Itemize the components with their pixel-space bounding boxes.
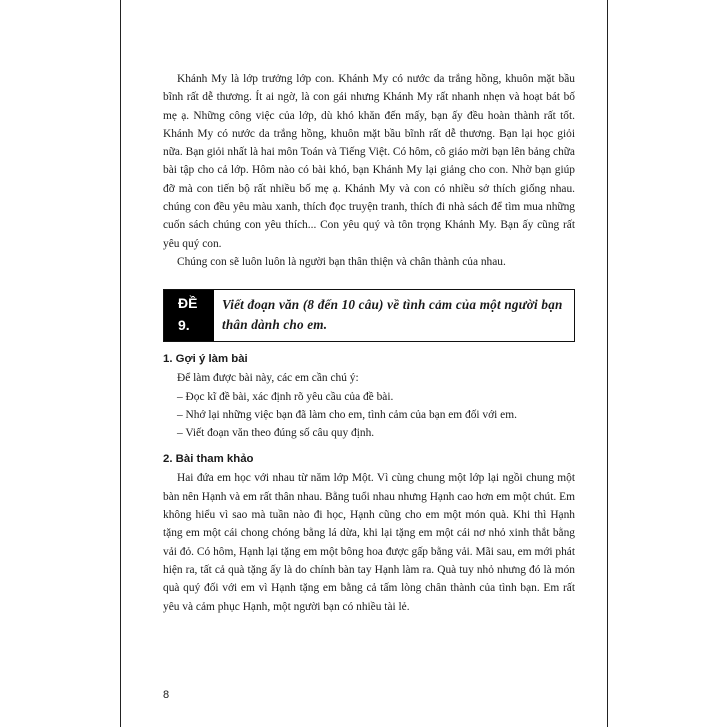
book-page	[120, 0, 608, 727]
exercise-box	[163, 289, 575, 342]
section1-bullet: – Viết đoạn văn theo đúng số câu quy định.	[177, 427, 375, 440]
closing-sentence: Chúng con sẽ luôn luôn là người bạn thân thiện và chân thành của nhau.	[177, 255, 506, 268]
exercise-title: Viết đoạn văn (8 đến 10 câu) về tình cảm của một người bạn thân dành cho em.	[222, 297, 563, 333]
section2-paragraph: Hai đứa em học với nhau từ năm lớp Một. Vì cùng chung một lớp lại ngồi chung một bàn nên Hạnh và em rất thân nhau. Bằng tuổi nhau nhưng Hạnh cao hơn em một chút. Em không hiểu vì sao mà tuần nào đi học, Hạnh cũng cho em một món quà. Khi thì Hạnh tặng em một cái chong chóng bằng lá dừa, khi lại tặng em một cái nơ nhỏ xinh thắt bằng vải đỏ. Có hôm, Hạnh lại tặng em một bông hoa được gấp bằng vải. Mãi sau, em mới phát hiện ra, tất cả quà tặng ấy là do chính bàn tay Hạnh làm ra. Quà tuy nhỏ nhưng đó là món quà quý đối với em vì Hạnh tặng em bằng cả tấm lòng chân thành của tình bạn. Em rất yêu và cảm phục Hạnh, một người bạn có nhiều tài lẻ.	[163, 472, 575, 613]
exercise-label-line1: ĐỀ	[178, 295, 198, 312]
exercise-number-label	[164, 290, 214, 341]
section2-heading: 2. Bài tham khảo	[163, 453, 254, 466]
section1-heading: 1. Gợi ý làm bài	[163, 353, 248, 366]
section1-lead: Để làm được bài này, các em cần chú ý:	[177, 372, 359, 385]
page-number: 8	[163, 689, 170, 701]
exercise-label-line2: 9.	[178, 317, 190, 334]
intro-paragraph: Khánh My là lớp trưởng lớp con. Khánh My có nước da trắng hồng, khuôn mặt bầu bĩnh rất dễ thương. Ít ai ngờ, là con gái nhưng Khánh My rất nhanh nhẹn và hoạt bát bố mẹ ạ. Những công việc của lớp, dù khó khăn đến mấy, bạn ấy đều hoàn thành rất tốt. Khánh My có nước da trắng hồng, khuôn mặt bầu bĩnh rất dễ thương. Bạn lại học giỏi nữa. Bạn giỏi nhất là hai môn Toán và Tiếng Việt. Có hôm, cô giáo mời bạn lên bảng chữa bài tập cho cả lớp. Hôm nào có bài khó, bạn Khánh My lại giảng cho con. Nhờ bạn giúp đỡ mà con tiến bộ rất nhiều bố mẹ ạ. Khánh My và con có nhiều sở thích giống nhau. chúng con đều yêu màu xanh, thích đọc truyện tranh, thích đi nhà sách để tìm mua những cuốn sách chúng con yêu thích... Con yêu quý và tôn trọng Khánh My. Bạn ấy cũng rất yêu quý con.	[163, 73, 575, 250]
page-content	[163, 70, 575, 616]
section1-bullet: – Nhớ lại những việc bạn đã làm cho em, tình cảm của bạn em đối với em.	[177, 408, 517, 421]
section1-bullet: – Đọc kĩ đề bài, xác định rõ yêu cầu của đề bài.	[177, 390, 394, 403]
